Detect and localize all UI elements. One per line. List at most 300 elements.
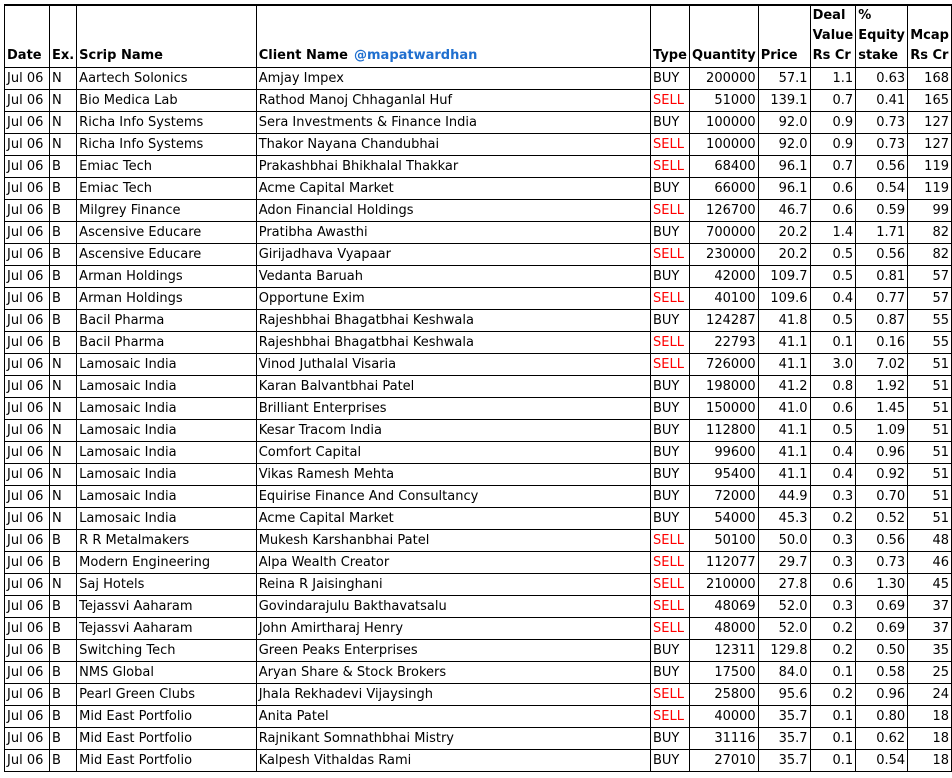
- cell-quantity: 51000: [689, 90, 758, 112]
- cell-date: Jul 06: [5, 244, 50, 266]
- cell-scrip-name: Lamosaic India: [77, 464, 257, 486]
- cell-equity-stake: 1.71: [856, 222, 908, 244]
- cell-type: BUY: [651, 662, 690, 684]
- cell-equity-stake: 0.58: [856, 662, 908, 684]
- cell-client-name: Govindarajulu Bakthavatsalu: [256, 596, 650, 618]
- cell-scrip-name: Richa Info Systems: [77, 134, 257, 156]
- cell-quantity: 100000: [689, 112, 758, 134]
- cell-mcap: 37: [908, 618, 952, 640]
- cell-client-name: Acme Capital Market: [256, 508, 650, 530]
- cell-deal-value: 0.1: [810, 332, 856, 354]
- cell-equity-stake: 0.54: [856, 750, 908, 772]
- cell-client-name: Girijadhava Vyapaar: [256, 244, 650, 266]
- cell-type: BUY: [651, 222, 690, 244]
- cell-type: BUY: [651, 420, 690, 442]
- cell-client-name: Kesar Tracom India: [256, 420, 650, 442]
- cell-deal-value: 0.6: [810, 398, 856, 420]
- cell-mcap: 46: [908, 552, 952, 574]
- cell-deal-value: 0.5: [810, 310, 856, 332]
- cell-date: Jul 06: [5, 706, 50, 728]
- cell-client-name: Equirise Finance And Consultancy: [256, 486, 650, 508]
- cell-mcap: 57: [908, 288, 952, 310]
- cell-deal-value: 0.4: [810, 442, 856, 464]
- header-row: [5, 5, 952, 68]
- cell-quantity: 31116: [689, 728, 758, 750]
- cell-client-name: Amjay Impex: [256, 68, 650, 90]
- cell-client-name: Reina R Jaisinghani: [256, 574, 650, 596]
- header-date: Date: [5, 5, 50, 68]
- cell-date: Jul 06: [5, 200, 50, 222]
- cell-client-name: Pratibha Awasthi: [256, 222, 650, 244]
- cell-type: SELL: [651, 354, 690, 376]
- cell-deal-value: 0.5: [810, 244, 856, 266]
- cell-mcap: 99: [908, 200, 952, 222]
- cell-equity-stake: 0.96: [856, 442, 908, 464]
- cell-exchange: B: [49, 178, 76, 200]
- cell-mcap: 24: [908, 684, 952, 706]
- cell-mcap: 55: [908, 332, 952, 354]
- cell-quantity: 112800: [689, 420, 758, 442]
- cell-mcap: 119: [908, 178, 952, 200]
- cell-price: 45.3: [758, 508, 810, 530]
- cell-scrip-name: Milgrey Finance: [77, 200, 257, 222]
- cell-client-name: Alpa Wealth Creator: [256, 552, 650, 574]
- cell-scrip-name: Lamosaic India: [77, 442, 257, 464]
- cell-exchange: N: [49, 68, 76, 90]
- cell-price: 57.1: [758, 68, 810, 90]
- cell-mcap: 45: [908, 574, 952, 596]
- cell-quantity: 72000: [689, 486, 758, 508]
- header-scrip-name: Scrip Name: [77, 5, 257, 68]
- table-row: [5, 266, 952, 288]
- cell-price: 27.8: [758, 574, 810, 596]
- cell-quantity: 700000: [689, 222, 758, 244]
- cell-deal-value: 0.8: [810, 376, 856, 398]
- twitter-handle: @mapatwardhan: [354, 48, 478, 63]
- cell-deal-value: 0.2: [810, 640, 856, 662]
- cell-type: SELL: [651, 134, 690, 156]
- cell-price: 92.0: [758, 112, 810, 134]
- cell-type: BUY: [651, 728, 690, 750]
- cell-quantity: 40100: [689, 288, 758, 310]
- table-row: [5, 706, 952, 728]
- cell-mcap: 82: [908, 222, 952, 244]
- cell-equity-stake: 0.77: [856, 288, 908, 310]
- cell-date: Jul 06: [5, 310, 50, 332]
- cell-client-name: Vikas Ramesh Mehta: [256, 464, 650, 486]
- cell-exchange: N: [49, 442, 76, 464]
- cell-equity-stake: 0.73: [856, 134, 908, 156]
- cell-equity-stake: 0.52: [856, 508, 908, 530]
- cell-scrip-name: Lamosaic India: [77, 508, 257, 530]
- cell-date: Jul 06: [5, 354, 50, 376]
- cell-equity-stake: 0.81: [856, 266, 908, 288]
- cell-price: 41.1: [758, 354, 810, 376]
- cell-price: 35.7: [758, 706, 810, 728]
- cell-mcap: 55: [908, 310, 952, 332]
- cell-date: Jul 06: [5, 222, 50, 244]
- cell-scrip-name: Richa Info Systems: [77, 112, 257, 134]
- table-row: [5, 244, 952, 266]
- cell-deal-value: 0.1: [810, 728, 856, 750]
- table-row: [5, 222, 952, 244]
- cell-type: SELL: [651, 618, 690, 640]
- cell-equity-stake: 0.50: [856, 640, 908, 662]
- cell-type: SELL: [651, 684, 690, 706]
- cell-type: SELL: [651, 90, 690, 112]
- cell-equity-stake: 0.73: [856, 112, 908, 134]
- cell-client-name: Adon Financial Holdings: [256, 200, 650, 222]
- cell-date: Jul 06: [5, 332, 50, 354]
- cell-equity-stake: 0.63: [856, 68, 908, 90]
- cell-equity-stake: 7.02: [856, 354, 908, 376]
- table-row: [5, 90, 952, 112]
- cell-equity-stake: 0.56: [856, 244, 908, 266]
- cell-exchange: B: [49, 552, 76, 574]
- cell-price: 129.8: [758, 640, 810, 662]
- cell-scrip-name: R R Metalmakers: [77, 530, 257, 552]
- cell-date: Jul 06: [5, 750, 50, 772]
- cell-type: SELL: [651, 244, 690, 266]
- header-quantity: Quantity: [689, 5, 758, 68]
- cell-client-name: Rajeshbhai Bhagatbhai Keshwala: [256, 310, 650, 332]
- cell-deal-value: 0.7: [810, 156, 856, 178]
- cell-equity-stake: 1.09: [856, 420, 908, 442]
- cell-type: BUY: [651, 68, 690, 90]
- cell-exchange: B: [49, 662, 76, 684]
- cell-equity-stake: 0.56: [856, 530, 908, 552]
- cell-date: Jul 06: [5, 442, 50, 464]
- cell-scrip-name: Tejassvi Aaharam: [77, 596, 257, 618]
- cell-date: Jul 06: [5, 398, 50, 420]
- cell-client-name: Kalpesh Vithaldas Rami: [256, 750, 650, 772]
- cell-type: SELL: [651, 156, 690, 178]
- cell-mcap: 18: [908, 728, 952, 750]
- table-row: [5, 134, 952, 156]
- cell-client-name: Karan Balvantbhai Patel: [256, 376, 650, 398]
- table-row: [5, 640, 952, 662]
- cell-price: 46.7: [758, 200, 810, 222]
- cell-exchange: B: [49, 156, 76, 178]
- cell-scrip-name: Lamosaic India: [77, 420, 257, 442]
- table-row: [5, 442, 952, 464]
- cell-exchange: N: [49, 112, 76, 134]
- cell-quantity: 48069: [689, 596, 758, 618]
- cell-client-name: Rajnikant Somnathbhai Mistry: [256, 728, 650, 750]
- cell-deal-value: 0.2: [810, 618, 856, 640]
- cell-deal-value: 3.0: [810, 354, 856, 376]
- cell-quantity: 68400: [689, 156, 758, 178]
- cell-mcap: 51: [908, 354, 952, 376]
- cell-type: BUY: [651, 266, 690, 288]
- cell-quantity: 100000: [689, 134, 758, 156]
- cell-client-name: Prakashbhai Bhikhalal Thakkar: [256, 156, 650, 178]
- cell-date: Jul 06: [5, 112, 50, 134]
- cell-price: 52.0: [758, 596, 810, 618]
- cell-deal-value: 0.7: [810, 90, 856, 112]
- cell-exchange: N: [49, 464, 76, 486]
- cell-exchange: N: [49, 134, 76, 156]
- cell-mcap: 51: [908, 442, 952, 464]
- cell-deal-value: 0.2: [810, 684, 856, 706]
- cell-exchange: B: [49, 310, 76, 332]
- table-row: [5, 728, 952, 750]
- cell-date: Jul 06: [5, 90, 50, 112]
- cell-client-name: Opportune Exim: [256, 288, 650, 310]
- table-row: [5, 750, 952, 772]
- cell-deal-value: 0.3: [810, 486, 856, 508]
- cell-price: 139.1: [758, 90, 810, 112]
- cell-equity-stake: 0.73: [856, 552, 908, 574]
- cell-exchange: B: [49, 640, 76, 662]
- cell-type: BUY: [651, 398, 690, 420]
- cell-deal-value: 0.4: [810, 464, 856, 486]
- table-row: [5, 552, 952, 574]
- cell-type: SELL: [651, 332, 690, 354]
- cell-equity-stake: 0.69: [856, 618, 908, 640]
- cell-deal-value: 0.6: [810, 574, 856, 596]
- cell-date: Jul 06: [5, 662, 50, 684]
- cell-equity-stake: 0.41: [856, 90, 908, 112]
- cell-equity-stake: 0.80: [856, 706, 908, 728]
- cell-price: 35.7: [758, 728, 810, 750]
- cell-exchange: B: [49, 596, 76, 618]
- table-row: [5, 112, 952, 134]
- cell-exchange: B: [49, 530, 76, 552]
- cell-scrip-name: Switching Tech: [77, 640, 257, 662]
- cell-type: SELL: [651, 574, 690, 596]
- cell-deal-value: 0.4: [810, 288, 856, 310]
- cell-mcap: 51: [908, 486, 952, 508]
- cell-mcap: 37: [908, 596, 952, 618]
- table-row: [5, 662, 952, 684]
- table-row: [5, 618, 952, 640]
- cell-price: 109.7: [758, 266, 810, 288]
- cell-mcap: 119: [908, 156, 952, 178]
- cell-price: 95.6: [758, 684, 810, 706]
- cell-quantity: 54000: [689, 508, 758, 530]
- cell-type: BUY: [651, 310, 690, 332]
- cell-type: SELL: [651, 552, 690, 574]
- cell-deal-value: 0.3: [810, 552, 856, 574]
- bulk-deals-table: [4, 4, 952, 772]
- table-row: [5, 354, 952, 376]
- cell-mcap: 127: [908, 112, 952, 134]
- cell-equity-stake: 0.70: [856, 486, 908, 508]
- cell-client-name: Rathod Manoj Chhaganlal Huf: [256, 90, 650, 112]
- cell-type: BUY: [651, 508, 690, 530]
- table-row: [5, 200, 952, 222]
- cell-deal-value: 0.9: [810, 112, 856, 134]
- cell-mcap: 127: [908, 134, 952, 156]
- cell-exchange: N: [49, 420, 76, 442]
- cell-scrip-name: Arman Holdings: [77, 288, 257, 310]
- cell-equity-stake: 1.30: [856, 574, 908, 596]
- cell-date: Jul 06: [5, 178, 50, 200]
- cell-quantity: 124287: [689, 310, 758, 332]
- cell-date: Jul 06: [5, 420, 50, 442]
- cell-deal-value: 0.1: [810, 706, 856, 728]
- cell-price: 52.0: [758, 618, 810, 640]
- cell-scrip-name: Ascensive Educare: [77, 222, 257, 244]
- cell-exchange: B: [49, 288, 76, 310]
- cell-mcap: 35: [908, 640, 952, 662]
- cell-exchange: N: [49, 90, 76, 112]
- cell-mcap: 18: [908, 750, 952, 772]
- table-row: [5, 684, 952, 706]
- table-row: [5, 288, 952, 310]
- cell-deal-value: 1.4: [810, 222, 856, 244]
- cell-exchange: N: [49, 508, 76, 530]
- cell-date: Jul 06: [5, 266, 50, 288]
- cell-quantity: 42000: [689, 266, 758, 288]
- table-row: [5, 398, 952, 420]
- cell-scrip-name: Bio Medica Lab: [77, 90, 257, 112]
- cell-deal-value: 1.1: [810, 68, 856, 90]
- cell-scrip-name: Lamosaic India: [77, 398, 257, 420]
- cell-date: Jul 06: [5, 156, 50, 178]
- cell-date: Jul 06: [5, 486, 50, 508]
- cell-quantity: 200000: [689, 68, 758, 90]
- table-row: [5, 486, 952, 508]
- cell-price: 41.0: [758, 398, 810, 420]
- cell-type: BUY: [651, 112, 690, 134]
- cell-type: SELL: [651, 596, 690, 618]
- cell-quantity: 40000: [689, 706, 758, 728]
- header-price: Price: [758, 5, 810, 68]
- cell-equity-stake: 0.62: [856, 728, 908, 750]
- cell-exchange: B: [49, 618, 76, 640]
- cell-date: Jul 06: [5, 596, 50, 618]
- cell-type: BUY: [651, 750, 690, 772]
- cell-client-name: Comfort Capital: [256, 442, 650, 464]
- cell-client-name: Mukesh Karshanbhai Patel: [256, 530, 650, 552]
- cell-scrip-name: Bacil Pharma: [77, 332, 257, 354]
- cell-deal-value: 0.1: [810, 662, 856, 684]
- cell-quantity: 22793: [689, 332, 758, 354]
- cell-exchange: B: [49, 728, 76, 750]
- cell-scrip-name: Mid East Portfolio: [77, 750, 257, 772]
- table-row: [5, 68, 952, 90]
- header-type: Type: [651, 5, 690, 68]
- cell-exchange: B: [49, 222, 76, 244]
- cell-exchange: B: [49, 266, 76, 288]
- cell-mcap: 57: [908, 266, 952, 288]
- cell-client-name: Vinod Juthalal Visaria: [256, 354, 650, 376]
- header-equity-stake: % Equity stake: [856, 5, 908, 68]
- cell-quantity: 27010: [689, 750, 758, 772]
- cell-quantity: 12311: [689, 640, 758, 662]
- cell-date: Jul 06: [5, 464, 50, 486]
- cell-scrip-name: Emiac Tech: [77, 178, 257, 200]
- cell-equity-stake: 0.54: [856, 178, 908, 200]
- cell-date: Jul 06: [5, 552, 50, 574]
- cell-mcap: 51: [908, 376, 952, 398]
- cell-exchange: N: [49, 574, 76, 596]
- cell-client-name: Aryan Share & Stock Brokers: [256, 662, 650, 684]
- cell-date: Jul 06: [5, 288, 50, 310]
- table-row: [5, 310, 952, 332]
- cell-client-name: Rajeshbhai Bhagatbhai Keshwala: [256, 332, 650, 354]
- table-row: [5, 508, 952, 530]
- table-row: [5, 156, 952, 178]
- cell-equity-stake: 1.45: [856, 398, 908, 420]
- cell-deal-value: 0.6: [810, 178, 856, 200]
- cell-deal-value: 0.6: [810, 200, 856, 222]
- table-row: [5, 376, 952, 398]
- header-deal-value: Deal Value Rs Cr: [810, 5, 856, 68]
- cell-price: 50.0: [758, 530, 810, 552]
- cell-deal-value: 0.5: [810, 420, 856, 442]
- cell-quantity: 50100: [689, 530, 758, 552]
- table-row: [5, 178, 952, 200]
- cell-scrip-name: Lamosaic India: [77, 376, 257, 398]
- cell-deal-value: 0.5: [810, 266, 856, 288]
- cell-scrip-name: Tejassvi Aaharam: [77, 618, 257, 640]
- cell-price: 20.2: [758, 244, 810, 266]
- cell-quantity: 112077: [689, 552, 758, 574]
- cell-type: BUY: [651, 442, 690, 464]
- cell-mcap: 48: [908, 530, 952, 552]
- cell-scrip-name: Lamosaic India: [77, 354, 257, 376]
- cell-quantity: 95400: [689, 464, 758, 486]
- cell-price: 109.6: [758, 288, 810, 310]
- cell-price: 41.1: [758, 464, 810, 486]
- cell-scrip-name: Lamosaic India: [77, 486, 257, 508]
- cell-quantity: 66000: [689, 178, 758, 200]
- cell-exchange: N: [49, 486, 76, 508]
- cell-quantity: 25800: [689, 684, 758, 706]
- cell-mcap: 25: [908, 662, 952, 684]
- table-row: [5, 420, 952, 442]
- cell-client-name: Sera Investments & Finance India: [256, 112, 650, 134]
- cell-price: 41.1: [758, 332, 810, 354]
- table-row: [5, 574, 952, 596]
- cell-date: Jul 06: [5, 684, 50, 706]
- cell-quantity: 230000: [689, 244, 758, 266]
- cell-exchange: B: [49, 750, 76, 772]
- cell-mcap: 51: [908, 398, 952, 420]
- cell-client-name: John Amirtharaj Henry: [256, 618, 650, 640]
- cell-deal-value: 0.1: [810, 750, 856, 772]
- cell-scrip-name: Aartech Solonics: [77, 68, 257, 90]
- table-row: [5, 464, 952, 486]
- cell-scrip-name: Arman Holdings: [77, 266, 257, 288]
- cell-price: 29.7: [758, 552, 810, 574]
- cell-date: Jul 06: [5, 508, 50, 530]
- cell-mcap: 18: [908, 706, 952, 728]
- cell-mcap: 51: [908, 420, 952, 442]
- cell-type: SELL: [651, 288, 690, 310]
- cell-price: 41.1: [758, 442, 810, 464]
- cell-type: SELL: [651, 530, 690, 552]
- cell-scrip-name: NMS Global: [77, 662, 257, 684]
- cell-price: 41.2: [758, 376, 810, 398]
- cell-client-name: Green Peaks Enterprises: [256, 640, 650, 662]
- cell-equity-stake: 0.56: [856, 156, 908, 178]
- cell-exchange: B: [49, 244, 76, 266]
- cell-deal-value: 0.9: [810, 134, 856, 156]
- header-client-name: [256, 5, 650, 68]
- table-row: [5, 332, 952, 354]
- cell-deal-value: 0.3: [810, 530, 856, 552]
- cell-scrip-name: Mid East Portfolio: [77, 728, 257, 750]
- cell-mcap: 165: [908, 90, 952, 112]
- cell-price: 44.9: [758, 486, 810, 508]
- cell-date: Jul 06: [5, 640, 50, 662]
- cell-equity-stake: 0.69: [856, 596, 908, 618]
- cell-price: 96.1: [758, 156, 810, 178]
